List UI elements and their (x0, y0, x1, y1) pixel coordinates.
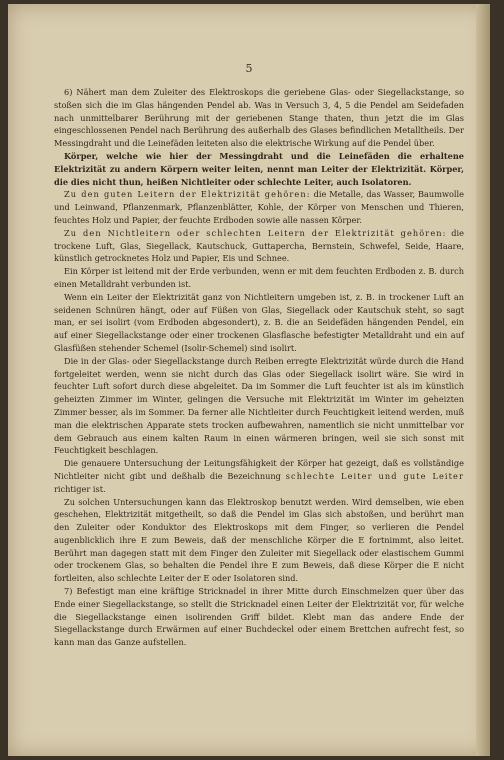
good-conductors-lead: Zu den guten Leitern der Elektrizität gehören: (64, 189, 311, 200)
paragraph-conductivity (54, 457, 464, 495)
paragraph-good-conductors (54, 188, 464, 226)
good-conductors-list: die Metalle, das Wasser, Baumwolle und Leinwand, Pflanzenmark, Pflanzenblätter, Kohle, der Körper von Menschen und Thieren, feuchtes Holz und Papier, der feuchte Erdboden sowie alle nassen Körper. (54, 189, 464, 225)
page-gutter-shadow (476, 4, 490, 756)
bad-conductors-lead: Zu den Nichtleitern oder schlechten Leitern der Elektrizität gehören: (64, 227, 447, 238)
page-number: 5 (245, 62, 253, 75)
conductivity-term: schlechte Leiter und gute Leiter (285, 470, 464, 481)
paragraph-definition-conductors: Körper, welche wie hier der Messingdraht und die Leinefäden die erhaltene Elektrizität zu andern Körpern weiter leiten, nennt man Leiter der Elektrizität. Körper, die dies nicht thun, heißen Nichtleiter oder schlechte Leiter, auch Isolatoren. (54, 150, 464, 187)
paragraph-electroscope-test: Zu solchen Untersuchungen kann das Elektroskop benutzt werden. Wird demselben, wie eben geschehen, Elektrizität mitgetheilt, so daß die Pendel im Glas sich abstoßen, und berührt man den Zuleiter oder Konduktor des Elektroskops mit dem Finger, so verlieren die Pendel augenblicklich ihre E zum Beweis, daß der menschliche Körper die E fortnimmt, also leitet. Berührt man dagegen statt mit dem Finger den Zuleiter mit Siegellack oder elastischem Gummi oder trockenem Glas, so behalten die Pendel ihre E zum Beweis, daß diese Körper die E nicht fortleiten, also schlechte Leiter der E oder Isolatoren sind. (54, 496, 464, 584)
paragraph-experiment-7: 7) Befestigt man eine kräftige Stricknadel in ihrer Mitte durch Einschmelzen quer über das Ende einer Siegellackstange, so stellt die Stricknadel einen Leiter der Elektrizität vor, für welche die Siegellackstange einen isolirenden Griff bildet. Klebt man das andere Ende der Siegellackstange durch Erwärmen auf einer Buchdeckel oder einem Brettchen aufrecht fest, so kann man das Ganze aufstellen. (54, 586, 464, 648)
paragraph-earthing: Ein Körper ist leitend mit der Erde verbunden, wenn er mit dem feuchten Erdboden z. B. durch einen Metalldraht verbunden ist. (54, 266, 464, 289)
conductivity-text-c: richtiger ist. (54, 483, 106, 494)
paragraph-humidity: Die in der Glas- oder Siegellackstange durch Reiben erregte Elektrizität würde durch die Hand fortgeleitet werden, wenn sie nicht durch das Glas oder Siegellack isolirt wäre. Sie wird in feuchter Luft sofort durch diese abgeleitet. Da im Sommer die Luft feuchter ist als im künstlich geheizten Zimmer im Winter, gelingen die Versuche mit Elektrizität im Winter im geheizten Zimmer besser, als im Sommer. Da ferner alle Nichtleiter durch Feuchtigkeit leitend werden, muß man die elektrischen Apparate stets trocken aufbewahren, namentlich sie nicht unmittelbar vor dem Gebrauch aus einem kalten Raum in einen wärmeren bringen, weil sie sich sonst mit Feuchtigkeit beschlagen. (54, 355, 464, 456)
book-page (8, 4, 490, 756)
body-text (54, 86, 464, 649)
paragraph-experiment-6: 6) Nähert man dem Zuleiter des Elektroskops die geriebene Glas- oder Siegellackstange, so stoßen sich die im Glas hängenden Pendel ab. Was in Versuch 3, 4, 5 die Pendel am Seidefaden nach unmittelbarer Berührung mit der geriebenen Stange thaten, thun jetzt die im Glas eingeschlossenen Pendel nach Berührung des außerhalb des Glases befindlichen Metalltheils. Der Messingdraht und die Leinefäden leiteten also die elektrische Wirkung auf die Pendel über. (54, 87, 464, 149)
conductivity-text-a: Die genauere Untersuchung der Leitungsfähigkeit der Körper hat gezeigt, daß es vollständige Nichtleiter nicht gibt und deßhalb die Bezeichnung (54, 458, 464, 481)
paragraph-bad-conductors (54, 227, 464, 265)
bad-conductors-list: die trockene Luft, Glas, Siegellack, Kautschuck, Guttapercha, Bernstein, Schwefel, Seide, Haare, künstlich getrocknetes Holz und Papier, Eis und Schnee. (54, 227, 464, 264)
paragraph-isolation: Wenn ein Leiter der Elektrizität ganz von Nichtleitern umgeben ist, z. B. in trockener Luft an seidenen Schnüren hängt, oder auf Füßen von Glas, Siegellack oder Kautschuk steht, so sagt man, er sei isolirt (vom Erdboden abgesondert), z. B. die an Seidefäden hängenden Pendel, ein auf einer Siegellackstange oder einer trockenen Glasflasche befestigter Metalldraht und ein auf Glasfüßen stehender Schemel (Isolir-Schemel) sind isolirt. (54, 291, 464, 353)
